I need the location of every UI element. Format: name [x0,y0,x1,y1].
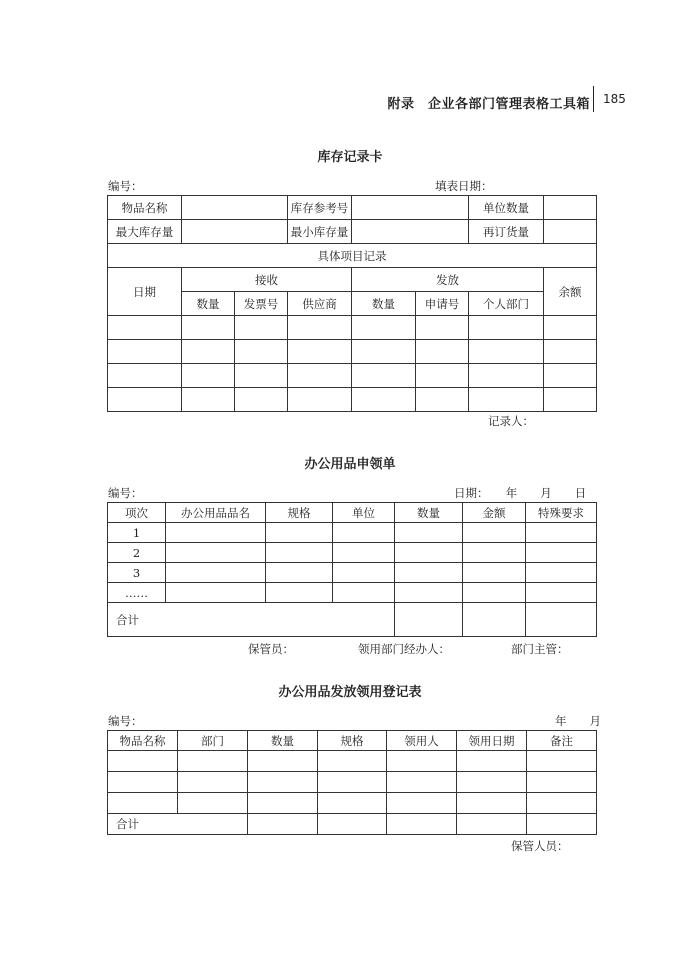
table-cell[interactable] [395,523,463,543]
table-cell[interactable] [527,793,597,814]
table-cell[interactable] [544,340,597,364]
table-cell[interactable] [288,388,352,412]
table-cell[interactable] [178,751,248,772]
table-cell[interactable] [178,793,248,814]
total-row [108,603,597,637]
column-header: 规格 [266,503,333,523]
table-cell[interactable] [469,388,544,412]
table-cell[interactable] [266,563,333,583]
cell-label: 最大库存量 [108,220,182,244]
keeper-personnel-label: 保管人员： [511,839,569,853]
table-cell[interactable] [288,364,352,388]
cell-value[interactable] [182,220,288,244]
table-cell[interactable] [395,563,463,583]
table-row [108,364,597,388]
table-cell[interactable] [288,316,352,340]
item-number: 3 [108,563,166,583]
table-row [108,244,597,268]
table-cell[interactable] [248,814,318,835]
column-header: 数量 [182,292,235,316]
table-cell[interactable] [108,388,182,412]
table-cell[interactable] [108,793,178,814]
table-cell[interactable] [333,563,395,583]
table-cell[interactable] [527,814,597,835]
table-row [108,583,597,603]
table-cell[interactable] [463,543,526,563]
table-cell[interactable] [457,772,527,793]
keeper-signature-label: 保管员： [248,642,294,656]
table-cell[interactable] [544,316,597,340]
table-cell[interactable] [469,316,544,340]
table-row [108,793,597,814]
cell-value[interactable] [352,196,469,220]
cell-value[interactable] [544,220,597,244]
table-cell[interactable] [469,340,544,364]
table-cell[interactable] [527,751,597,772]
table-cell[interactable] [463,563,526,583]
table-cell[interactable] [266,583,333,603]
table-cell[interactable] [544,388,597,412]
header-divider [593,86,594,112]
card-date-label: 填表日期： [435,179,493,193]
table-cell[interactable] [266,523,333,543]
table-cell[interactable] [108,772,178,793]
table-cell[interactable] [266,543,333,563]
table-cell[interactable] [166,543,266,563]
table-cell[interactable] [526,523,597,543]
cell-label: 物品名称 [108,196,182,220]
page-number: 185 [603,92,626,106]
issue-log-number-label: 编号： [108,714,143,728]
column-header: 办公用品品名 [166,503,266,523]
table-cell[interactable] [235,340,288,364]
column-header: 供应商 [288,292,352,316]
date-header: 日期 [108,268,182,316]
column-header: 特殊要求 [526,503,597,523]
table-cell[interactable] [457,793,527,814]
table-cell[interactable] [416,388,469,412]
cell-label: 单位数量 [469,196,544,220]
column-header: 备注 [527,731,597,751]
issue-header: 发放 [352,268,544,292]
table-cell[interactable] [318,751,387,772]
table-cell[interactable] [166,523,266,543]
table-cell[interactable] [457,814,527,835]
table-row [108,523,597,543]
table-row [108,751,597,772]
requisition-date-label: 日期： 年 月 日 [454,486,587,500]
table-cell[interactable] [166,583,266,603]
table-cell[interactable] [288,340,352,364]
table-cell[interactable] [248,793,318,814]
item-number: …… [108,583,166,603]
table-cell[interactable] [235,316,288,340]
table-cell[interactable] [248,751,318,772]
requisition-number-label: 编号： [108,486,143,500]
table-cell[interactable] [526,563,597,583]
table-cell[interactable] [318,772,387,793]
cell-label: 最小库存量 [288,220,352,244]
table-cell[interactable] [333,543,395,563]
issue-log-title: 办公用品发放领用登记表 [278,685,422,700]
column-header: 发票号 [235,292,288,316]
table-cell[interactable] [457,751,527,772]
column-header: 数量 [395,503,463,523]
table-cell[interactable] [416,316,469,340]
receive-header: 接收 [182,268,352,292]
table-cell[interactable] [544,364,597,388]
table-cell[interactable] [527,772,597,793]
table-cell[interactable] [333,583,395,603]
column-header: 单位 [333,503,395,523]
column-header: 申请号 [416,292,469,316]
column-header: 项次 [108,503,166,523]
table-cell[interactable] [352,364,416,388]
total-row [108,814,597,835]
table-cell[interactable] [108,340,182,364]
table-cell[interactable] [182,316,235,340]
table-cell[interactable] [333,523,395,543]
total-label: 合计 [108,814,248,835]
table-cell[interactable] [108,316,182,340]
card-number-label: 编号： [108,179,143,193]
issue-log-table [107,730,597,835]
table-cell[interactable] [108,751,178,772]
table-cell[interactable] [387,772,457,793]
table-cell[interactable] [395,583,463,603]
table-row [108,292,597,316]
table-cell[interactable] [463,523,526,543]
table-cell[interactable] [178,772,248,793]
column-header: 个人部门 [469,292,544,316]
item-number: 1 [108,523,166,543]
column-header: 数量 [352,292,416,316]
table-row [108,563,597,583]
table-cell[interactable] [526,543,597,563]
table-row [108,772,597,793]
table-cell[interactable] [182,388,235,412]
table-cell[interactable] [108,364,182,388]
balance-header: 余额 [544,268,597,316]
table-cell[interactable] [526,583,597,603]
column-header: 领用日期 [457,731,527,751]
table-cell[interactable] [469,364,544,388]
table-cell[interactable] [352,388,416,412]
table-cell[interactable] [416,364,469,388]
table-header-row [108,503,597,523]
requisition-title: 办公用品申领单 [304,457,396,472]
column-header: 规格 [318,731,387,751]
header-text: 附录 企业各部门管理表格工具箱 [387,97,590,112]
table-cell[interactable] [318,793,387,814]
table-cell[interactable] [318,814,387,835]
cell-label: 库存参考号 [288,196,352,220]
recorder-label: 记录人： [488,414,534,428]
table-row [108,196,597,220]
cell-value[interactable] [182,196,288,220]
table-cell[interactable] [387,814,457,835]
column-header: 金额 [463,503,526,523]
table-cell[interactable] [182,364,235,388]
table-cell[interactable] [395,543,463,563]
table-cell[interactable] [463,603,526,637]
table-cell[interactable] [352,316,416,340]
table-cell[interactable] [526,603,597,637]
table-cell[interactable] [235,388,288,412]
table-row [108,316,597,340]
dept-head-signature-label: 部门主管： [511,642,569,656]
table-cell[interactable] [395,603,463,637]
requisition-table [107,502,597,637]
column-header: 数量 [248,731,318,751]
table-cell[interactable] [248,772,318,793]
cell-value[interactable] [544,196,597,220]
issue-log-date-label: 年 月 [555,714,601,728]
cell-value[interactable] [352,220,469,244]
table-row [108,268,597,292]
table-cell[interactable] [235,364,288,388]
table-cell[interactable] [387,793,457,814]
table-header-row [108,731,597,751]
inventory-card-table [107,195,597,412]
inventory-card-title: 库存记录卡 [317,150,383,165]
column-header: 物品名称 [108,731,178,751]
table-row [108,543,597,563]
table-row [108,220,597,244]
column-header: 部门 [178,731,248,751]
table-cell[interactable] [387,751,457,772]
table-cell[interactable] [166,563,266,583]
table-cell[interactable] [463,583,526,603]
dept-handler-signature-label: 领用部门经办人： [358,642,450,656]
section-heading: 具体项目记录 [108,244,597,268]
table-cell[interactable] [416,340,469,364]
column-header: 领用人 [387,731,457,751]
table-row [108,340,597,364]
table-cell[interactable] [182,340,235,364]
item-number: 2 [108,543,166,563]
table-row [108,388,597,412]
page-header [0,92,700,116]
table-cell[interactable] [352,340,416,364]
cell-label: 再订货量 [469,220,544,244]
total-label: 合计 [108,603,395,637]
